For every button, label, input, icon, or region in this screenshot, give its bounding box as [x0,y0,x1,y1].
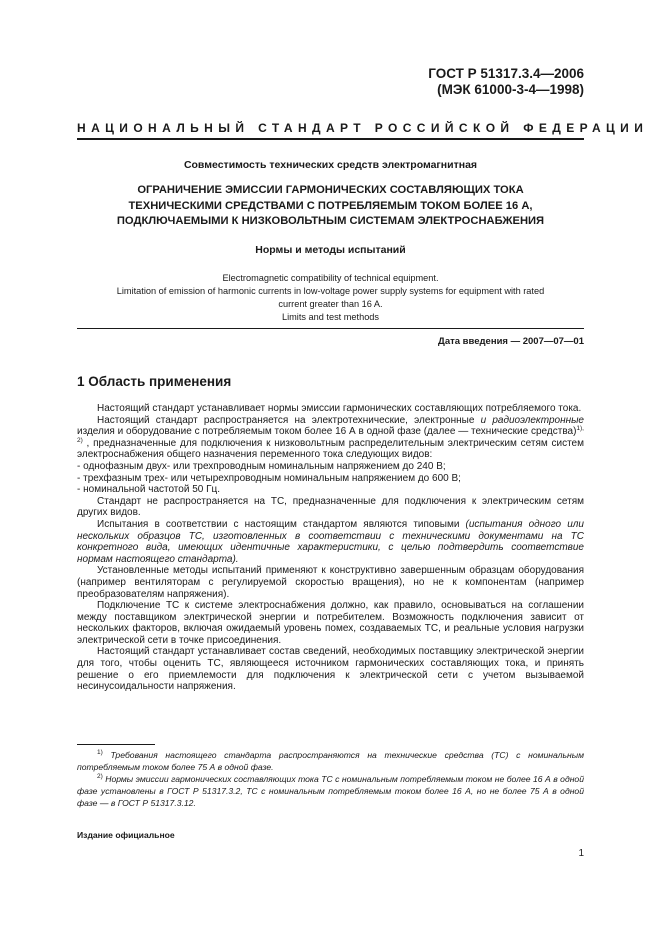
iec-code: (МЭК 61000-3-4—1998) [437,82,584,97]
edition-label: Издание официальное [77,830,175,840]
national-standard-banner: НАЦИОНАЛЬНЫЙ СТАНДАРТ РОССИЙСКОЙ ФЕДЕРАЦИИ [77,121,649,135]
standard-code-block [428,66,584,98]
footnote-mark: 1) [97,749,103,756]
paragraph: Настоящий стандарт устанавливает нормы эмиссии гармонических составляющих потребляемого тока. [97,403,582,414]
paragraph: Испытания в соответствии с настоящим стандартом являются типовыми (испытания одного или нескольких образцов ТС, изготовленных в соответствии с техническими документами на ТС конкретного вида, имеющих идентичные характеристики, с целью подтвердить соответствие нормам настоящего стандарта). [77,518,584,565]
english-title-line: current greater than 16 A. [278,299,383,309]
main-title-line: ПОДКЛЮЧАЕМЫМИ К НИЗКОВОЛЬТНЫМ СИСТЕМАМ ЭЛЕКТРОСНАБЖЕНИЯ [116,215,545,227]
series-title: Совместимость технических средств электромагнитная [183,159,478,171]
footnotes [77,749,584,809]
paragraph: Установленные методы испытаний применяют к конструктивно завершенным образцам оборудования (например вентиляторам с регулируемой скоростью вращения), но не к компонентам (например преобразователям напряжения). [77,565,584,600]
standard-code: ГОСТ Р 51317.3.4—2006 [428,66,584,81]
section-body [77,403,584,693]
paragraph: Настоящий стандарт устанавливает состав сведений, необходимых поставщику электрической энергии для того, чтобы оценить ТС, являющееся источником гармонических составляющих тока, и принять решение о его приемлемости для подключения к электрической сети с учетом вызываемой несинусоидальности напряжения. [77,646,584,693]
footnote-ref[interactable]: 1), 2) [77,425,584,444]
english-title [77,272,584,324]
introduction-date: Дата введения — 2007—07—01 [438,336,584,347]
footnote: $^{1)}$ Требования настоящего стандарта распространяются на технические средства (ТС) с номинальным потребляемым током более 75 А в одной фазе. [77,749,584,772]
subtitle: Нормы и методы испытаний [255,244,406,256]
page-number: 1 [578,848,584,859]
english-title-line: Limits and test methods [281,312,380,322]
main-title-line: ТЕХНИЧЕСКИМИ СРЕДСТВАМИ С ПОТРЕБЛЯЕМЫМ ТОКОМ БОЛЕЕ 16 А, [128,199,533,212]
paragraph: Подключение ТС к системе электроснабжения должно, как правило, основываться на соглашении между поставщиком электрической энергии и потребителем. Возможность подключения зависит от нескольких факторов, включая ожидаемый уровень помех, создаваемых ТС, и реальные условия нагрузки электрической сети в точке присоединения. [77,600,584,646]
footnote-rule [77,744,155,745]
footnote-mark: 2) [97,773,103,780]
list-item: - номинальной частотой 50 Гц. [77,484,221,496]
top-rule [77,138,584,140]
section-title: 1 Область применения [77,374,232,389]
english-title-line: Limitation of emission of harmonic currents in low-voltage power supply systems for equipment with rated [116,286,545,296]
main-title [77,183,584,230]
main-title-line: ОГРАНИЧЕНИЕ ЭМИССИИ ГАРМОНИЧЕСКИХ СОСТАВЛЯЮЩИХ ТОКА [137,184,524,196]
list-item: - однофазным двух- или трехпроводным номинальным напряжением до 240 В; [77,460,446,472]
middle-rule [77,328,584,329]
english-title-line: Electromagnetic compatibility of technical equipment. [222,273,439,283]
list-item: - трехфазным трех- или четырехпроводным номинальным напряжением до 600 В; [77,472,461,484]
footnote: $^{2)}$ Нормы эмиссии гармонических составляющих тока ТС с номинальным потребляемым током не более 16 А в одной фазе установлены в ГОСТ Р 51317.3.2, ТС с номинальным потребляемым током более 16 А, но не более 75 А в одной фазе — в ГОСТ Р 51317.3.12. [77,773,584,808]
paragraph: Стандарт не распространяется на ТС, предназначенные для подключения к электрическим сетям других видов. [77,495,584,519]
paragraph: Настоящий стандарт распространяется на электротехнические, электронные и радиоэлектронные изделия и оборудование с потребляемым током более 16 А в одной фазе (далее — технические средства)$^{1), 2)}$ , предназначенные для подключения к низковольтным распределительным электрическим сетям систем электроснабжения общего назначения переменного тока следующих видов: [77,414,584,461]
